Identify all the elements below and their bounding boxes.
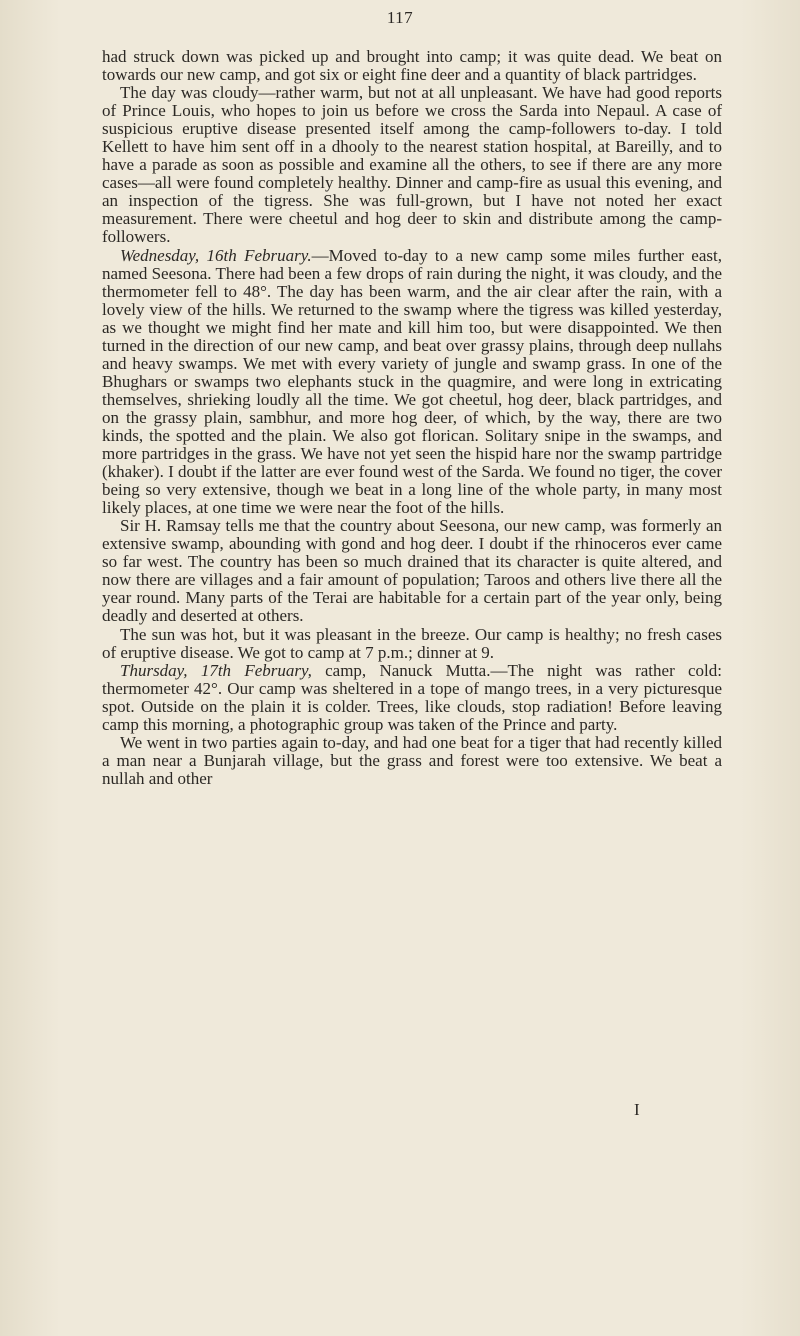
paragraph-text: —Moved to-day to a new camp some miles further east, named Seesona. There had been a few drops of rain during the night, it was cloudy, and the thermometer fell to 48°. The day has been warm, and the air clear after the rain, with a lovely view of the hills. We returned to the swamp where the tigress was killed yesterday, as we thought we might find her mate and kill him too, but were disappointed. We then turned in the direction of our new camp, and beat over grassy plains, through deep nullahs and heavy swamps. We met with every variety of jungle and swamp grass. In one of the Bhughars or swamps two elephants stuck in the quagmire, and were long in extricating themselves, shrieking loudly all the time. We got cheetul, hog deer, black partridges, and on the grassy plain, sambhur, and more hog deer, of which, by the way, there are two kinds, the spotted and the plain. We also got florican. Solitary snipe in the swamps, and more partridges in the grass. We have not yet seen the hispid hare nor the swamp partridge (khaker). I doubt if the latter are ever found west of the Sarda. We found no tiger, the cover being so very extensive, though we beat in a long line of the whole party, in many most likely places, at one time we were near the foot of the hills. [102,245,722,518]
paragraph [102,662,722,734]
paragraph-text: had struck down was picked up and brought into camp; it was quite dead. We beat on towards our new camp, and got six or eight fine deer and a quantity of black partridges. [102,47,722,85]
paragraph [102,84,722,246]
paragraph [102,626,722,662]
paragraph [102,247,722,518]
paragraph-text: Sir H. Ramsay tells me that the country about Seesona, our new camp, was formerly an extensive swamp, abounding with gond and hog deer. I doubt if the rhinoceros ever came so far west. The country has been so much drained that its character is quite altered, and now there are villages and a fair amount of population; Taroos and others live there all the year round. Many parts of the Terai are habitable for a certain part of the year only, being deadly and deserted at others. [102,516,722,626]
paragraph-text: The sun was hot, but it was pleasant in the breeze. Our camp is healthy; no fresh cases of eruptive disease. We got to camp at 7 p.m.; dinner at 9. [102,624,722,662]
date-heading: Wednesday, 16th February. [120,245,312,265]
page-number: 117 [386,8,414,27]
date-heading: Thursday, 17th February, [120,660,312,680]
paragraph-text: The day was cloudy—rather warm, but not at all unpleasant. We have had good reports of Prince Louis, who hopes to join us before we cross the Sarda into Nepaul. A case of suspicious eruptive disease presented itself among the camp-followers to-day. I told Kellett to have him sent off in a dhooly to the nearest station hospital, at Bareilly, and to have a parade as soon as possible and examine all the others, to see if there are any more cases—all were found completely healthy. Dinner and camp-fire as usual this evening, and an inspection of the tigress. She was full-grown, but I have not noted her exact measurement. There were cheetul and hog deer to skin and distribute among the camp-followers. [102,83,722,247]
body-text [102,48,722,788]
paragraph-text: We went in two parties again to-day, and had one beat for a tiger that had recently killed a man near a Bunjarah village, but the grass and forest were too extensive. We beat a nullah and other [102,732,722,788]
paragraph [102,734,722,788]
paragraph [102,517,722,625]
signature-mark: I [634,1100,640,1119]
paragraph-text: camp, Nanuck Mutta.—The night was rather cold: thermometer 42°. Our camp was sheltered in a tope of mango trees, in a very picturesque spot. Outside on the plain it is colder. Trees, like clouds, stop radiation! Before leaving camp this morning, a photographic group was taken of the Prince and party. [102,660,722,734]
paragraph [102,48,722,84]
